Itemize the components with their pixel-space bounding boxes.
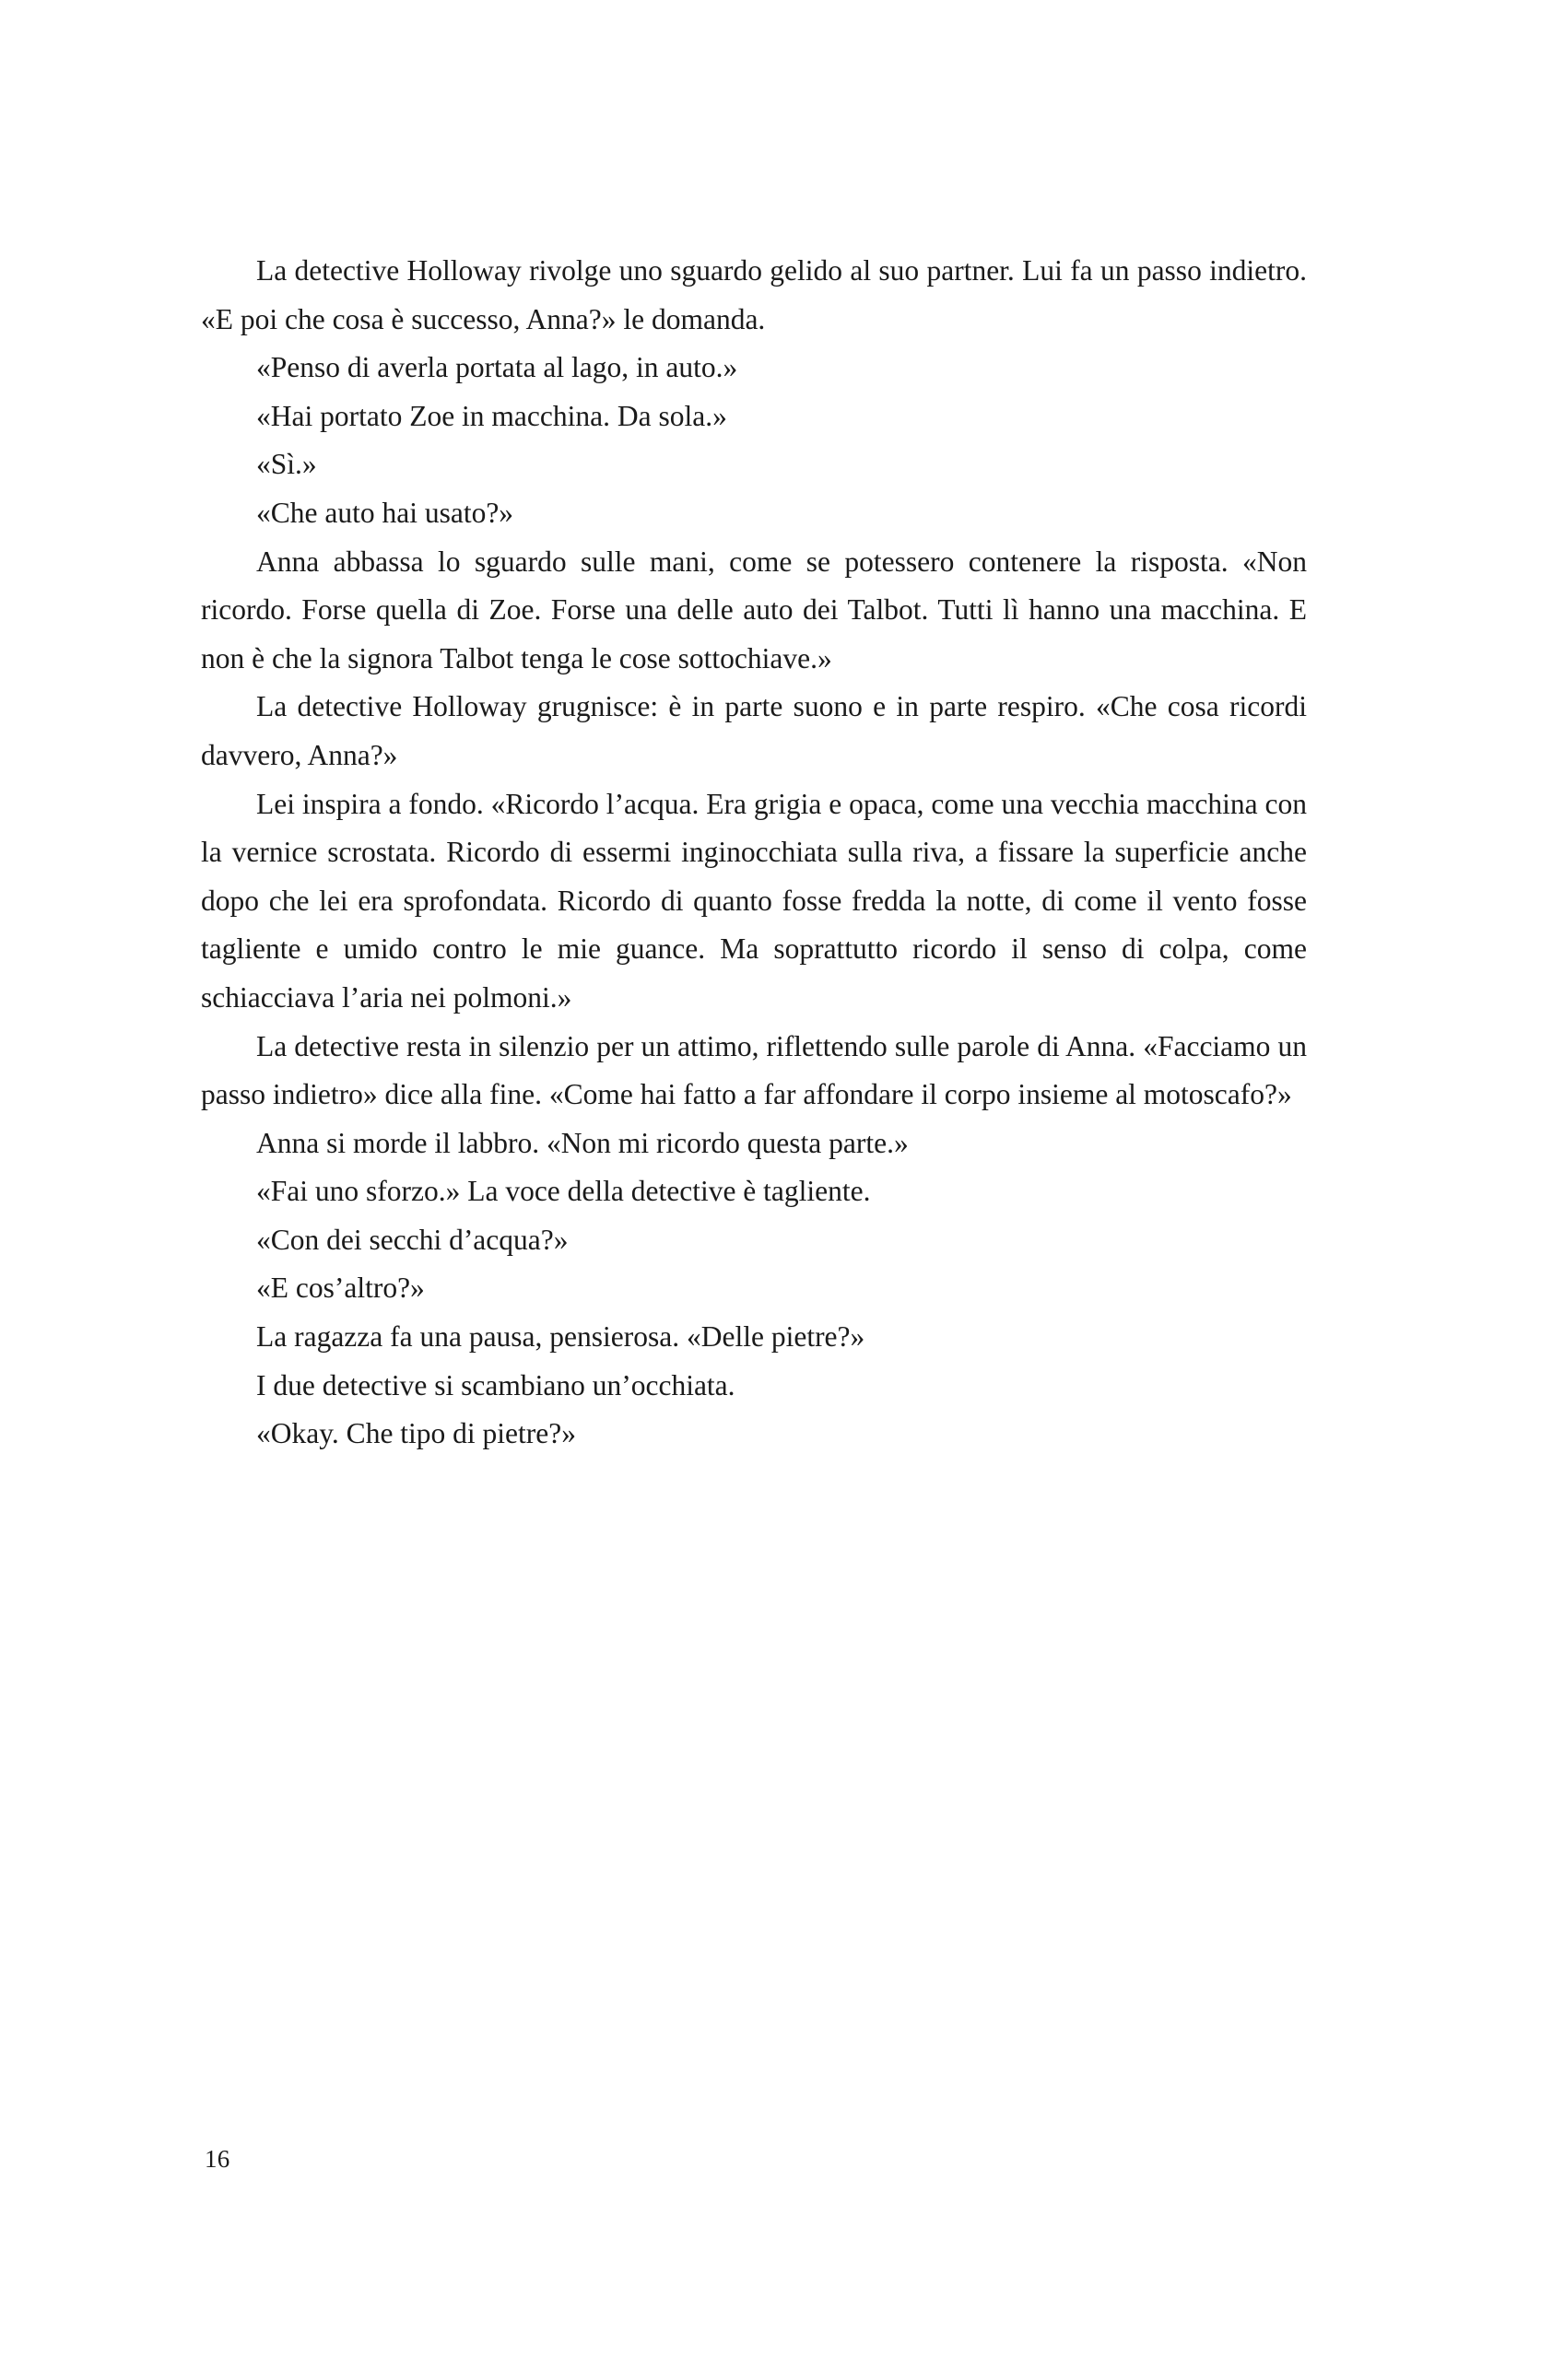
paragraph: «Sì.»: [256, 448, 317, 481]
paragraph: «Okay. Che tipo di pietre?»: [256, 1417, 576, 1450]
paragraph: «Penso di averla portata al lago, in auto.»: [256, 351, 738, 384]
paragraph: «Fai uno sforzo.» La voce della detective è tagliente.: [256, 1175, 871, 1208]
paragraph: La ragazza fa una pausa, pensierosa. «Delle pietre?»: [256, 1320, 865, 1354]
page-body-text: [201, 247, 1307, 1459]
paragraph: La detective resta in silenzio per un attimo, riflettendo sulle parole di Anna. «Facciamo un passo indietro» dice alla fine. «Come hai fatto a far affondare il corpo insieme al motoscafo?»: [201, 1029, 1307, 1111]
paragraph: «Hai portato Zoe in macchina. Da sola.»: [256, 399, 727, 432]
paragraph: «Con dei secchi d’acqua?»: [256, 1223, 569, 1256]
paragraph: I due detective si scambiano un’occhiata.: [256, 1368, 735, 1401]
paragraph: La detective Holloway rivolge uno sguardo gelido al suo partner. Lui fa un passo indietro. «E poi che cosa è successo, Anna?» le domanda.: [201, 254, 1307, 335]
page-number: 16: [205, 2145, 230, 2173]
paragraph: La detective Holloway grugnisce: è in parte suono e in parte respiro. «Che cosa ricordi davvero, Anna?»: [201, 690, 1307, 771]
paragraph: «Che auto hai usato?»: [256, 496, 514, 529]
paragraph: Lei inspira a fondo. «Ricordo l’acqua. Era grigia e opaca, come una vecchia macchina con la vernice scrostata. Ricordo di essermi inginocchiata sulla riva, a fissare la superficie anche dopo che lei era sprofondata. Ricordo di quanto fosse fredda la notte, di come il vento fosse tagliente e umido contro le mie guance. Ma soprattutto ricordo il senso di colpa, come schiacciava l’aria nei polmoni.»: [201, 787, 1307, 1014]
paragraph: Anna abbassa lo sguardo sulle mani, come se potessero contenere la risposta. «Non ricordo. Forse quella di Zoe. Forse una delle auto dei Talbot. Tutti lì hanno una macchina. E non è che la signora Talbot tenga le cose sottochiave.»: [201, 545, 1307, 674]
paragraph: «E cos’altro?»: [256, 1272, 425, 1305]
paragraph: Anna si morde il labbro. «Non mi ricordo questa parte.»: [256, 1126, 909, 1159]
